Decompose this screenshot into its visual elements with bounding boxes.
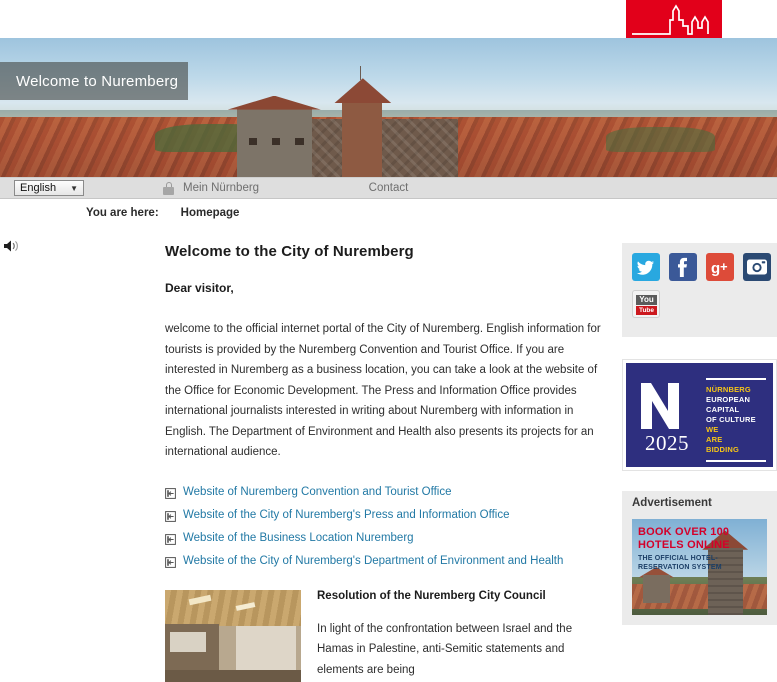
list-item[interactable] [165, 531, 611, 545]
external-link-icon [165, 557, 176, 568]
googleplus-icon[interactable] [706, 253, 734, 281]
social-media-row [632, 290, 777, 318]
hero-title-overlay [0, 62, 188, 100]
list-item[interactable] [165, 508, 611, 522]
link-label[interactable]: Website of the City of Nuremberg's Press and Information Office [183, 508, 510, 521]
youtube-icon[interactable] [632, 290, 660, 318]
list-item[interactable] [165, 485, 611, 499]
hero-tower-window [272, 138, 281, 145]
hero-banner-image [0, 38, 777, 177]
main-content [165, 243, 611, 682]
social-media-box [622, 243, 777, 337]
link-label[interactable]: Website of Nuremberg Convention and Tourist Office [183, 485, 452, 498]
ecoc-line-4: OF CULTURE [706, 415, 756, 424]
teaser-body [317, 590, 611, 682]
svg-text:g: g [711, 260, 721, 277]
speaker-icon[interactable] [3, 239, 21, 253]
teaser-article[interactable] [165, 590, 611, 682]
teaser-title: Resolution of the Nuremberg City Council [317, 589, 546, 602]
twitter-icon[interactable] [632, 253, 660, 281]
teaser-thumbnail[interactable] [165, 590, 301, 682]
page-title: Welcome to the City of Nuremberg [165, 243, 414, 260]
advertisement-image[interactable] [632, 519, 767, 615]
hero-castle-spire-tower [342, 102, 382, 177]
ecoc-banner-inner [626, 363, 773, 467]
contact-label: Contact [368, 182, 409, 194]
ecoc-line-2: EUROPEAN [706, 395, 751, 404]
external-link-icon [165, 534, 176, 545]
ad-small-tower [643, 575, 670, 604]
hero-tree-cluster [606, 127, 715, 152]
external-link-icon [165, 511, 176, 522]
contact-link[interactable] [0, 182, 777, 194]
instagram-icon[interactable] [743, 253, 771, 281]
chevron-down-icon: ▼ [70, 183, 78, 193]
advertisement-label: Advertisement [622, 491, 777, 515]
teaser-ceiling [165, 590, 301, 627]
teaser-window [170, 632, 205, 652]
intro-paragraph: welcome to the official internet portal of the City of Nuremberg. English information for tourists is provided by the Nuremberg Convention and Tourist Office. If you are interested in Nuremberg as a business location, you can take a look at the website of the Office for Economic Development. The Press and Information Office provides international journalists interested in writing about Nuremberg with information in English. The Department of Environment and Health also presents its projects for an international audience. [165, 323, 601, 458]
salutation: Dear visitor, [165, 281, 234, 295]
ad-headline: BOOK OVER 100 HOTELS ONLINE [638, 526, 730, 551]
svg-text:+: + [720, 259, 728, 274]
list-item[interactable] [165, 554, 611, 568]
teaser-floor [165, 670, 301, 681]
ecoc-line-3: CAPITAL [706, 405, 740, 414]
mein-nuernberg-label: Mein Nürnberg [183, 182, 260, 194]
ecoc-line-7: BIDDING [706, 445, 740, 454]
youtube-label-bottom: Tube [636, 306, 657, 315]
ad-subline: THE OFFICIAL HOTEL-RESERVATION SYSTEM [638, 555, 722, 571]
ecoc-text-block [706, 375, 772, 462]
link-label[interactable]: Website of the Business Location Nuremberg [183, 531, 414, 544]
ecoc-line-6: ARE [706, 435, 723, 444]
teaser-text: In light of the confrontation between Israel and the Hamas in Palestine, anti-Semitic statements and elements are being [317, 622, 573, 676]
breadcrumb [86, 207, 239, 219]
hero-tower-window [295, 138, 304, 145]
ecoc-rule-top [706, 378, 766, 380]
ecoc-year: 2025 [645, 431, 689, 455]
advertisement-banner[interactable] [622, 515, 777, 625]
youtube-label-top: You [636, 295, 657, 305]
ecoc-line-1: NÜRNBERG [706, 385, 751, 394]
language-select-value: English [20, 181, 57, 194]
hero-title: Welcome to Nuremberg [16, 72, 179, 90]
external-link-icon [165, 488, 176, 499]
hero-tower-window [249, 138, 258, 145]
link-label[interactable]: Website of the City of Nuremberg's Department of Environment and Health [183, 554, 564, 567]
right-sidebar [622, 243, 777, 625]
ecoc-2025-banner[interactable] [622, 359, 777, 471]
ecoc-line-5: WE [706, 425, 719, 434]
social-media-row [632, 253, 777, 281]
facebook-icon[interactable] [669, 253, 697, 281]
hero-castle-hall [311, 119, 459, 177]
ecoc-rule-bottom [706, 460, 766, 462]
meta-navigation-bar [0, 177, 777, 199]
related-links-list [165, 485, 611, 568]
ecoc-n-logo-icon [638, 379, 694, 431]
breadcrumb-item-homepage[interactable]: Homepage [180, 207, 240, 219]
hero-castle-spire [360, 66, 361, 80]
breadcrumb-prefix: You are here: [86, 207, 159, 219]
